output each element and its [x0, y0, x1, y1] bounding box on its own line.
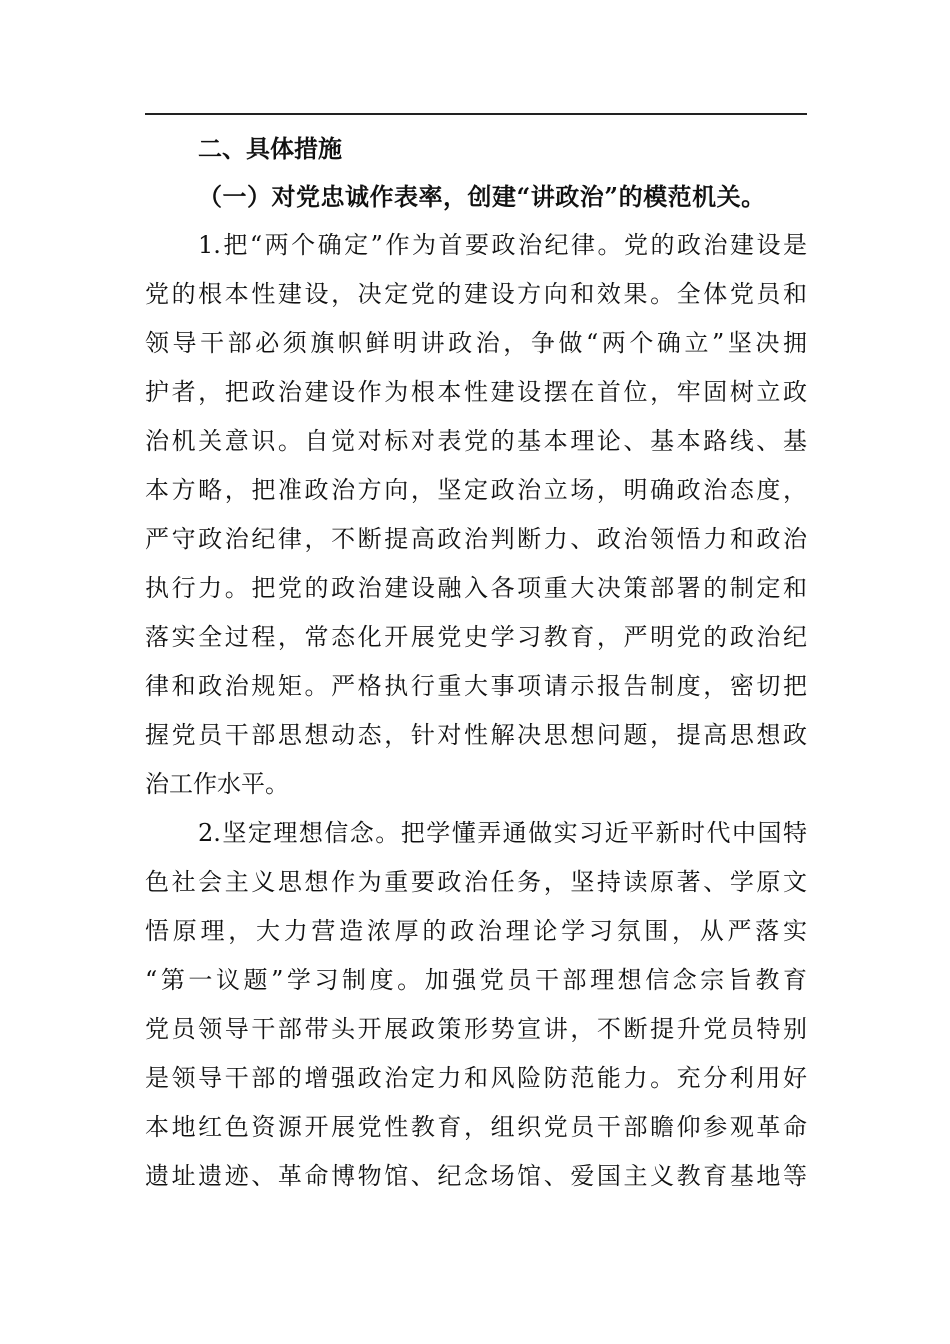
paragraph-line: 握党员干部思想动态，针对性解决思想问题，提高思想政 [145, 721, 807, 749]
paragraph-line: 本地红色资源开展党性教育，组织党员干部瞻仰参观革命 [145, 1113, 807, 1141]
paragraph-line: 治工作水平。 [145, 770, 289, 798]
paragraph-line: 2.坚定理想信念。把学懂弄通做实习近平新时代中国特 [198, 819, 807, 847]
paragraph-line: 党的根本性建设，决定党的建设方向和效果。全体党员和 [145, 280, 807, 308]
paragraph-line: 领导干部必须旗帜鲜明讲政治，争做“两个确立”坚决拥 [145, 329, 807, 357]
paragraph-line: 护者，把政治建设作为根本性建设摆在首位，牢固树立政 [145, 378, 807, 406]
paragraph-line: 1.把“两个确定”作为首要政治纪律。党的政治建设是 [198, 231, 807, 259]
paragraph-line: 本方略，把准政治方向，坚定政治立场，明确政治态度， [145, 476, 807, 504]
paragraph-line: 执行力。把党的政治建设融入各项重大决策部署的制定和 [145, 574, 807, 602]
paragraph-line: 遗址遗迹、革命博物馆、纪念场馆、爱国主义教育基地等 [145, 1162, 807, 1190]
document-body [145, 125, 807, 1201]
paragraph-line: 严守政治纪律，不断提高政治判断力、政治领悟力和政治 [145, 525, 807, 553]
paragraph-line: 色社会主义思想作为重要政治任务，坚持读原著、学原文 [145, 868, 807, 896]
subsection-title: （一）对党忠诚作表率，创建“讲政治”的模范机关。 [198, 182, 766, 211]
paragraph-line: 悟原理，大力营造浓厚的政治理论学习氛围，从严落实 [145, 917, 807, 945]
paragraph-2 [145, 809, 807, 1201]
paragraph-1 [145, 221, 807, 809]
paragraph-line: 落实全过程，常态化开展党史学习教育，严明党的政治纪 [145, 623, 807, 651]
section-title: 二、具体措施 [198, 135, 342, 163]
paragraph-line: 党员领导干部带头开展政策形势宣讲，不断提升党员特别 [145, 1015, 807, 1043]
paragraph-line: “第一议题”学习制度。加强党员干部理想信念宗旨教育 [145, 966, 807, 994]
paragraph-line: 是领导干部的增强政治定力和风险防范能力。充分利用好 [145, 1064, 807, 1092]
header-rule [145, 113, 807, 115]
paragraph-line: 治机关意识。自觉对标对表党的基本理论、基本路线、基 [145, 427, 807, 455]
paragraph-line: 律和政治规矩。严格执行重大事项请示报告制度，密切把 [145, 672, 807, 700]
